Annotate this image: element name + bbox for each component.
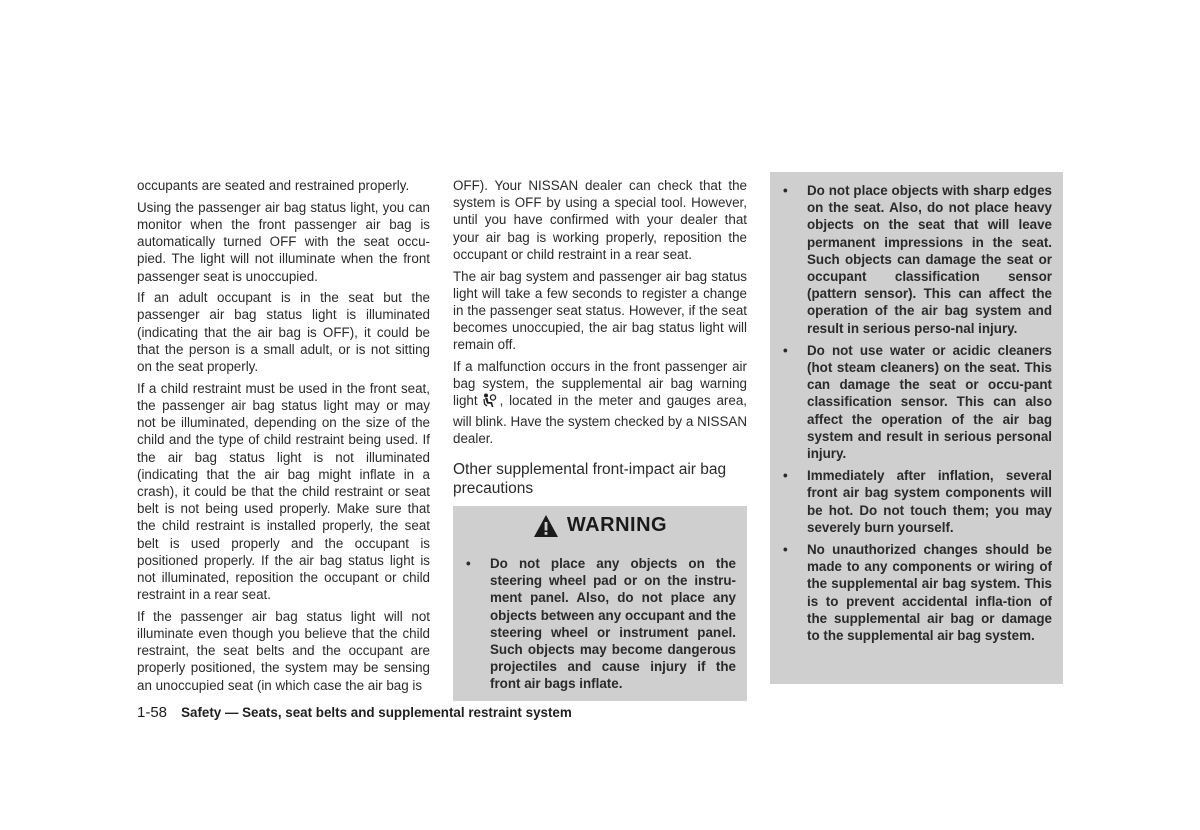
page-footer [137,704,572,721]
warning-text: No unauthorized changes should be made to any components or wiring of the supplemental air bag system. This is to prevent accidental infla-tion of the supplemental air bag or damage to the supplemental air bag system. [807,542,1052,644]
warning-text: Do not place any objects on the steering wheel pad or on the instru-ment panel. Also, do not place any objects between any occupant and the steering wheel or instrument panel. Such objects may become dangerous projectiles and cause injury if the front air bags inflate. [490,556,736,692]
warning-list [770,172,1063,644]
bullet-icon: • [783,542,788,558]
warning-label: WARNING [566,513,668,536]
list-item [781,342,1052,462]
paragraph: The air bag system and passenger air bag status light will take a few seconds to register a change in the passenger seat status. However, if the seat becomes unoccupied, the air bag status light will remain off. [453,268,747,353]
paragraph-text: If a malfunction occurs in the front passenger air bag system, the supplemental air bag warning light [453,359,747,409]
bullet-icon: • [783,342,788,358]
list-item [781,182,1052,337]
warning-box-continued [770,172,1063,684]
warning-header [453,506,747,545]
section-title: Safety — Seats, seat belts and supplemental restraint system [181,705,572,720]
paragraph: OFF). Your NISSAN dealer can check that the system is OFF by using a special tool. However, until you have confirmed with your dealer that your air bag is working properly, reposition the occupant or child restraint in a rear seat. [453,178,747,262]
bullet-icon: • [783,468,788,484]
paragraph: occupants are seated and restrained properly. [137,178,410,193]
bullet-icon: • [466,556,471,572]
list-item [781,541,1052,644]
paragraph-text: , located in the meter and gauges area, will blink. Have the system checked by a NISSAN dealer. [453,393,747,446]
warning-list [453,545,747,693]
list-item [464,555,736,693]
warning-text: Do not use water or acidic cleaners (hot steam cleaners) on the seat. This can damage the seat or occu-pant classification sensor. This can also affect the operation of the air bag system and result in serious personal injury. [807,342,1052,462]
airbag-warning-light-icon [481,393,497,412]
warning-triangle-icon [533,514,559,538]
page-number: 1-58 [137,704,168,721]
paragraph: If a child restraint must be used in the front seat, the passenger air bag status light may or may not be illuminated, depending on the size of the child and the type of child restraint being used. If the air bag status light is not illuminated (indicating that the air bag might inflate in a crash), it could be that the child restraint or seat belt is not being used properly. Make sure that the child restraint is installed properly, the seat belt is used properly and the occupant is positioned properly. If the air bag status light is not illuminated, reposition the occupant or child restraint in a rear seat. [137,380,430,603]
warning-text: Immediately after inflation, several front air bag system components will be hot. Do not touch them; you may severely burn yourself. [807,468,1052,535]
paragraph: If the passenger air bag status light will not illuminate even though you believe that the child restraint, the seat belts and the occupant are properly positioned, the system may be sensing an unoccupied seat (in which case the air bag is [137,608,430,693]
list-item [781,467,1052,536]
paragraph: If an adult occupant is in the seat but the passenger air bag status light is illuminated (indicating that the air bag is OFF), it could be that the person is a small adult, or is not sitting on the seat properly. [137,290,430,375]
warning-box [453,506,747,701]
section-heading: Other supplemental front-impact air bag precautions [453,461,727,498]
text-column-left [137,177,430,698]
warning-text: Do not place objects with sharp edges on the seat. Also, do not place heavy objects on the seat that will leave permanent impressions in the seat. Such objects can damage the seat or occupant classification sensor (pattern sensor). This can affect the operation of the air bag system and result in serious perso-nal injury. [807,183,1052,336]
paragraph [453,358,747,447]
text-column-middle [453,177,747,701]
bullet-icon: • [783,183,788,198]
paragraph: Using the passenger air bag status light, you can monitor when the front passenger air bag is automatically turned OFF with the seat occu-pied. The light will not illuminate when the front passenger seat is unoccupied. [137,199,430,284]
